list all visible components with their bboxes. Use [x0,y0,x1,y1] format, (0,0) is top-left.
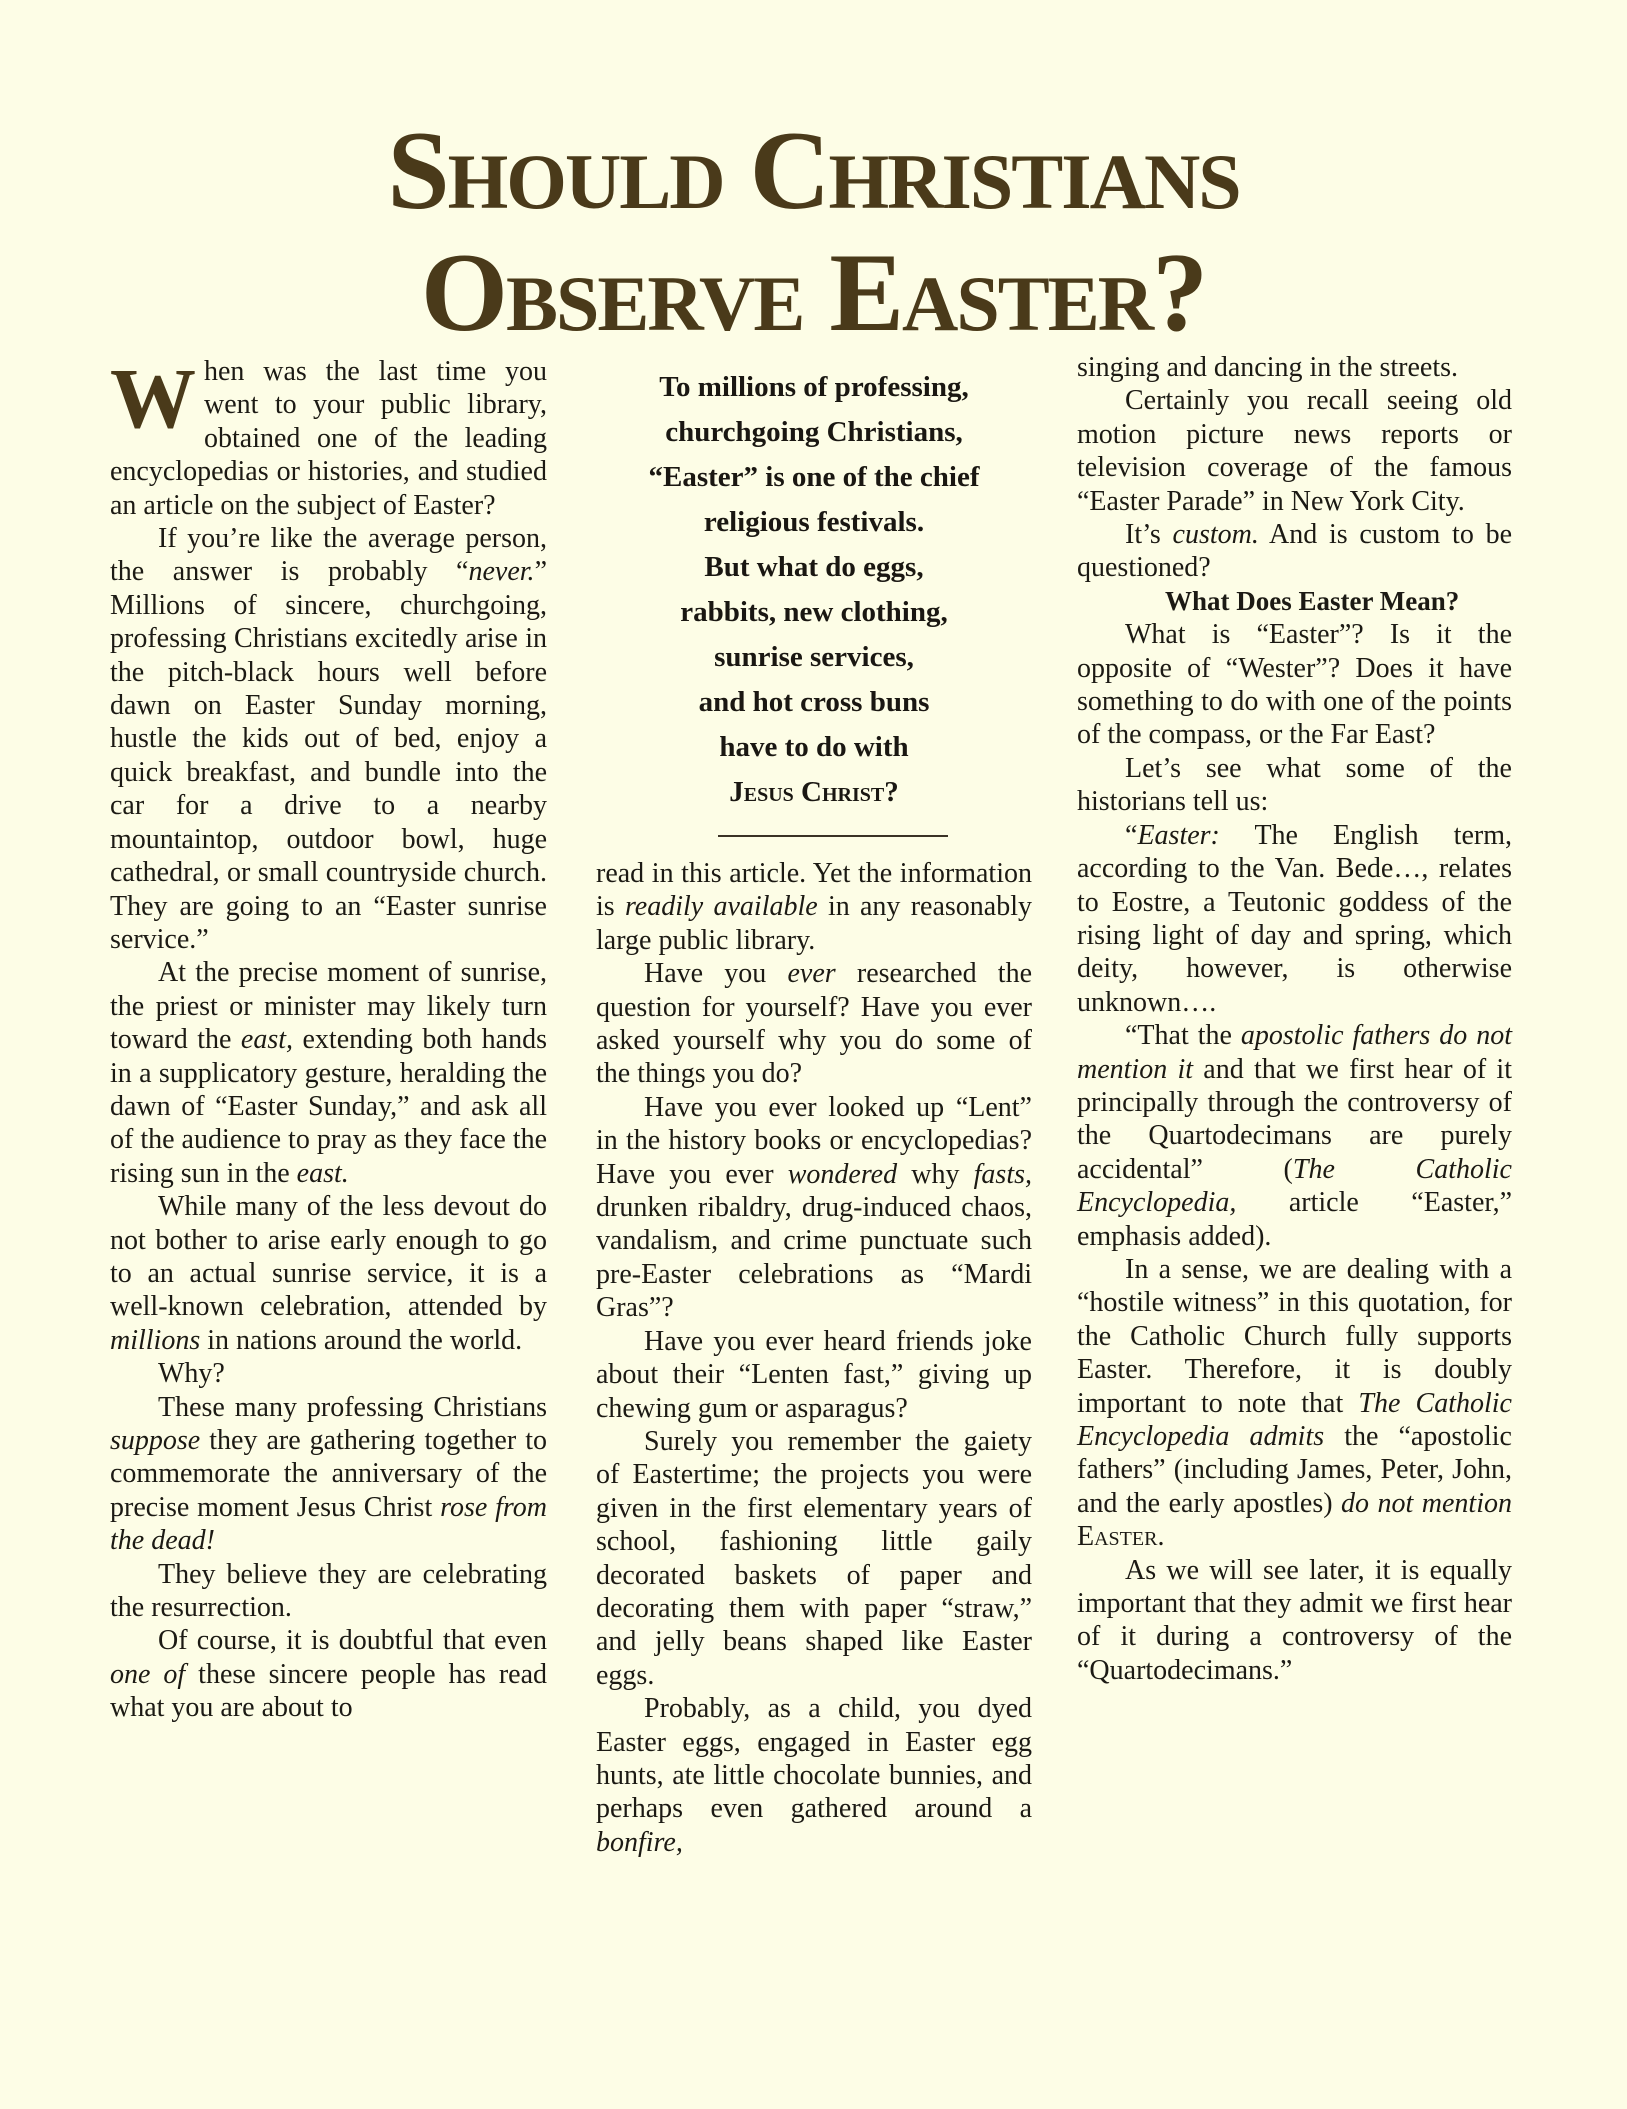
paragraph [110,350,547,522]
text-run: “That the [1125,1020,1241,1052]
paragraph: singing and dancing in the streets. [1077,352,1459,383]
emphasis: do not mention [1341,1487,1512,1519]
paragraph [596,857,1032,957]
paragraph-text: hen was the last time you went to your public library, obtained one of the leading encyclopedias or histories, and studied an article on the subject of Easter? [110,356,547,521]
text-run: these sincere people has read what you are about to [110,1658,547,1724]
text-run: in nations around the world. [200,1324,523,1356]
emphasis: custom. [1172,519,1259,551]
text-run: Of course, it is doubtful that even [158,1625,547,1657]
text-run: The English term, according to the Van. Bede…, relates to Eostre, a Teutonic goddess of the rising light of day and spring, which deity, however, is otherwise unknown…. [1077,819,1512,1018]
emphasis: readily available [624,891,818,923]
emphasis: ever [787,958,836,990]
paragraph: What is “Easter”? Is it the opposite of “Wester”? Does it have something to do with one of the points of the compass, or the Far East? [1077,619,1512,751]
text-run: If you’re like the average person, the answer is probably “ [110,523,547,588]
column-1 [110,350,547,1725]
paragraph: Let’s see what some of the historians tell us: [1077,752,1512,818]
paragraph [110,522,547,956]
paragraph: They believe they are celebrating the resurrection. [110,1558,547,1624]
title-line-2: Observe Easter? [420,231,1207,355]
emphasis: Easter: [1137,819,1220,851]
paragraph [110,1624,547,1724]
emphasis: The Catholic Encyclopedia admits [1077,1387,1512,1452]
text-run: Probably, as a child, you dyed Easter eggs, engaged in Easter egg hunts, ate little chocolate bunnies, and perhaps even gathered around a [596,1693,1032,1825]
paragraph: Have you ever heard friends joke about their “Lenten fast,” giving up chewing gum or asparagus? [596,1325,1032,1424]
text-run: While many of the less devout do not bother to arise early enough to go to an actual sunrise service, it is a well-known celebration, attended by [110,1191,547,1323]
text-run: they are gathering together to commemorate the anniversary of the precise moment Jesus Christ [110,1425,547,1523]
section-heading: What Does Easter Mean? [1165,585,1460,616]
text-run: drunken ribaldry, drug-induced chaos, vandalism, and crime punctuate such pre-Easter celebrations as “Mardi Gras”? [596,1192,1032,1324]
pull-quote-line: religious festivals. [703,506,925,538]
pull-quote-line: churchgoing Christians, [665,416,963,448]
text-run: why [897,1158,974,1190]
text-run: In a sense, we are dealing with a “hostile witness” in this quotation, for the Catholic Church fully supports Easter. Therefore, it is doubly important to note that [1077,1253,1512,1419]
pull-quote-line: rabbits, new clothing, [680,596,948,628]
text-run: It’s [1125,519,1173,551]
pull-quote-line: and hot cross buns [698,686,930,718]
paragraph: As we will see later, it is equally important that they admit we first hear of it during a controversy of the “Quartodecimans.” [1077,1554,1512,1686]
emphasis: millions [110,1324,201,1356]
text-run: the “apostolic fathers” (including James, Peter, John, and the early apostles) [1077,1421,1512,1519]
paragraph [110,1190,547,1357]
paragraph: Certainly you recall seeing old motion picture news reports or television coverage of the famous “Easter Parade” in New York City. [1077,385,1512,517]
pull-quote [596,365,1032,815]
text-run: And is custom to be questioned? [1077,519,1512,584]
emphasis: never. [468,556,535,588]
text-run: “ [1125,819,1138,851]
paragraph [110,1391,547,1558]
column-2 [596,857,1032,1859]
pull-quote-line: have to do with [719,731,909,763]
paragraph [596,1692,1032,1859]
emphasis: bonfire, [596,1826,683,1858]
emphasis: suppose [110,1425,201,1456]
paragraph [1077,518,1512,585]
pull-quote-line: “Easter” is one of the chief [648,461,980,493]
emphasis: one of [110,1658,186,1690]
divider-rule [718,835,948,837]
paragraph: Surely you remember the gaiety of Eastertime; the projects you were given in the first elementary years of school, fashioning little gaily decorated baskets of paper and decorating them with paper “straw,” and jelly beans shaped like Easter eggs. [596,1425,1032,1691]
pull-quote-line: Jesus Christ? [729,776,899,808]
paragraph [110,956,547,1190]
text-run: researched the question for yourself? Have you ever asked yourself why you do some of the things you do? [596,958,1032,1090]
emphasis: apostolic fathers do not mention it [1077,1020,1512,1085]
text-run: extending both hands in a supplicatory gesture, heralding the dawn of “Easter Sunday,” and ask all of the audience to pray as they face the rising sun in the [110,1024,547,1189]
text-run: Have you ever looked up “Lent” in the history books or encyclopedias? Have you ever [596,1091,1032,1190]
emphasis: The Catholic Encyclopedia, [1077,1153,1512,1219]
paragraph [1077,1253,1512,1554]
text-run: Have you [644,958,788,990]
text-run: in any reasonably large public library. [596,891,1032,956]
paragraph [1077,1019,1512,1253]
text-run: These many professing Christians [158,1391,547,1423]
text-run: article “Easter,” emphasis added). [1077,1187,1512,1252]
text-run: Easter. [1077,1521,1165,1553]
column-3 [1077,351,1512,1687]
emphasis: east, [240,1024,294,1056]
emphasis: east. [296,1157,349,1189]
text-run: read in this article. Yet the information is [596,858,1032,923]
drop-cap: W [110,350,196,446]
paragraph: Why? [158,1358,225,1390]
text-run: ” Millions of sincere, churchgoing, professing Christians excitedly arise in the pitch-black hours well before dawn on Easter Sunday morning, hustle the kids out of bed, enjoy a quick breakfast, and bundle into the car for a drive to a nearby mountaintop, outdoor bowl, huge cathedral, or small countryside church. They are going to an “Easter sunrise service.” [110,556,547,955]
paragraph [596,1091,1032,1325]
paragraph [596,957,1032,1091]
text-run: At the precise moment of sunrise, the priest or minister may likely turn toward the [110,957,547,1056]
article-title [200,110,1427,354]
emphasis: fasts, [973,1158,1032,1190]
emphasis: wondered [787,1158,898,1190]
title-line-1: Should Christians [387,109,1240,233]
pull-quote-line: To millions of professing, [659,371,969,403]
text-run: and that we first hear of it principally through the controversy of the Quartodecimans are purely accidental” ( [1077,1053,1512,1185]
pull-quote-line: But what do eggs, [704,551,924,583]
paragraph [1077,819,1512,1019]
emphasis: rose from the dead! [110,1491,547,1557]
pull-quote-line: sunrise services, [714,641,914,673]
